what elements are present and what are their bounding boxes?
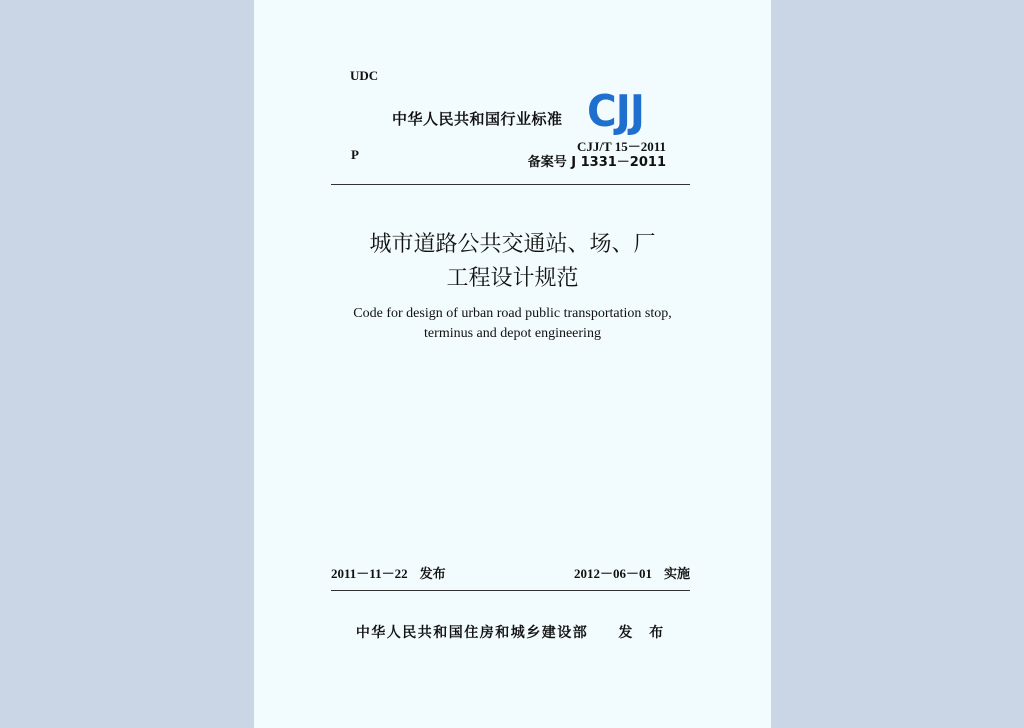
implement-label: 实施 [663,567,690,582]
title-english-line-1: Code for design of urban road public transportation stop, [353,306,672,321]
title-chinese-line-1: 城市道路公共交通站、场、厂 [369,232,656,257]
standard-type-label: 中华人民共和国行业标准 [392,110,563,128]
issue-date: 2011－11－22 [331,566,408,581]
issue-date-group [331,563,446,582]
footer-divider [331,590,690,591]
record-number: 备案号 J 1331－2011 [527,155,666,170]
cjj-logo: CJJ [587,86,645,137]
implement-date: 2012－06－01 [573,566,652,581]
udc-label: UDC [350,68,379,83]
implement-date-group [574,563,690,582]
publisher-name: 中华人民共和国住房和城乡建设部 [355,625,589,641]
title-english [254,304,771,344]
standard-number-block [528,139,666,171]
title-chinese-line-2: 工程设计规范 [446,266,579,291]
issue-label: 发布 [419,567,446,582]
title-english-line-2: terminus and depot engineering [424,326,601,341]
publisher-line [254,622,771,642]
header-divider [331,184,690,185]
title-chinese [254,228,771,296]
classification-code: P [351,147,359,162]
document-cover [254,0,771,728]
standard-number: CJJ/T 15－2011 [577,139,666,154]
publisher-action: 发 布 [618,625,670,641]
